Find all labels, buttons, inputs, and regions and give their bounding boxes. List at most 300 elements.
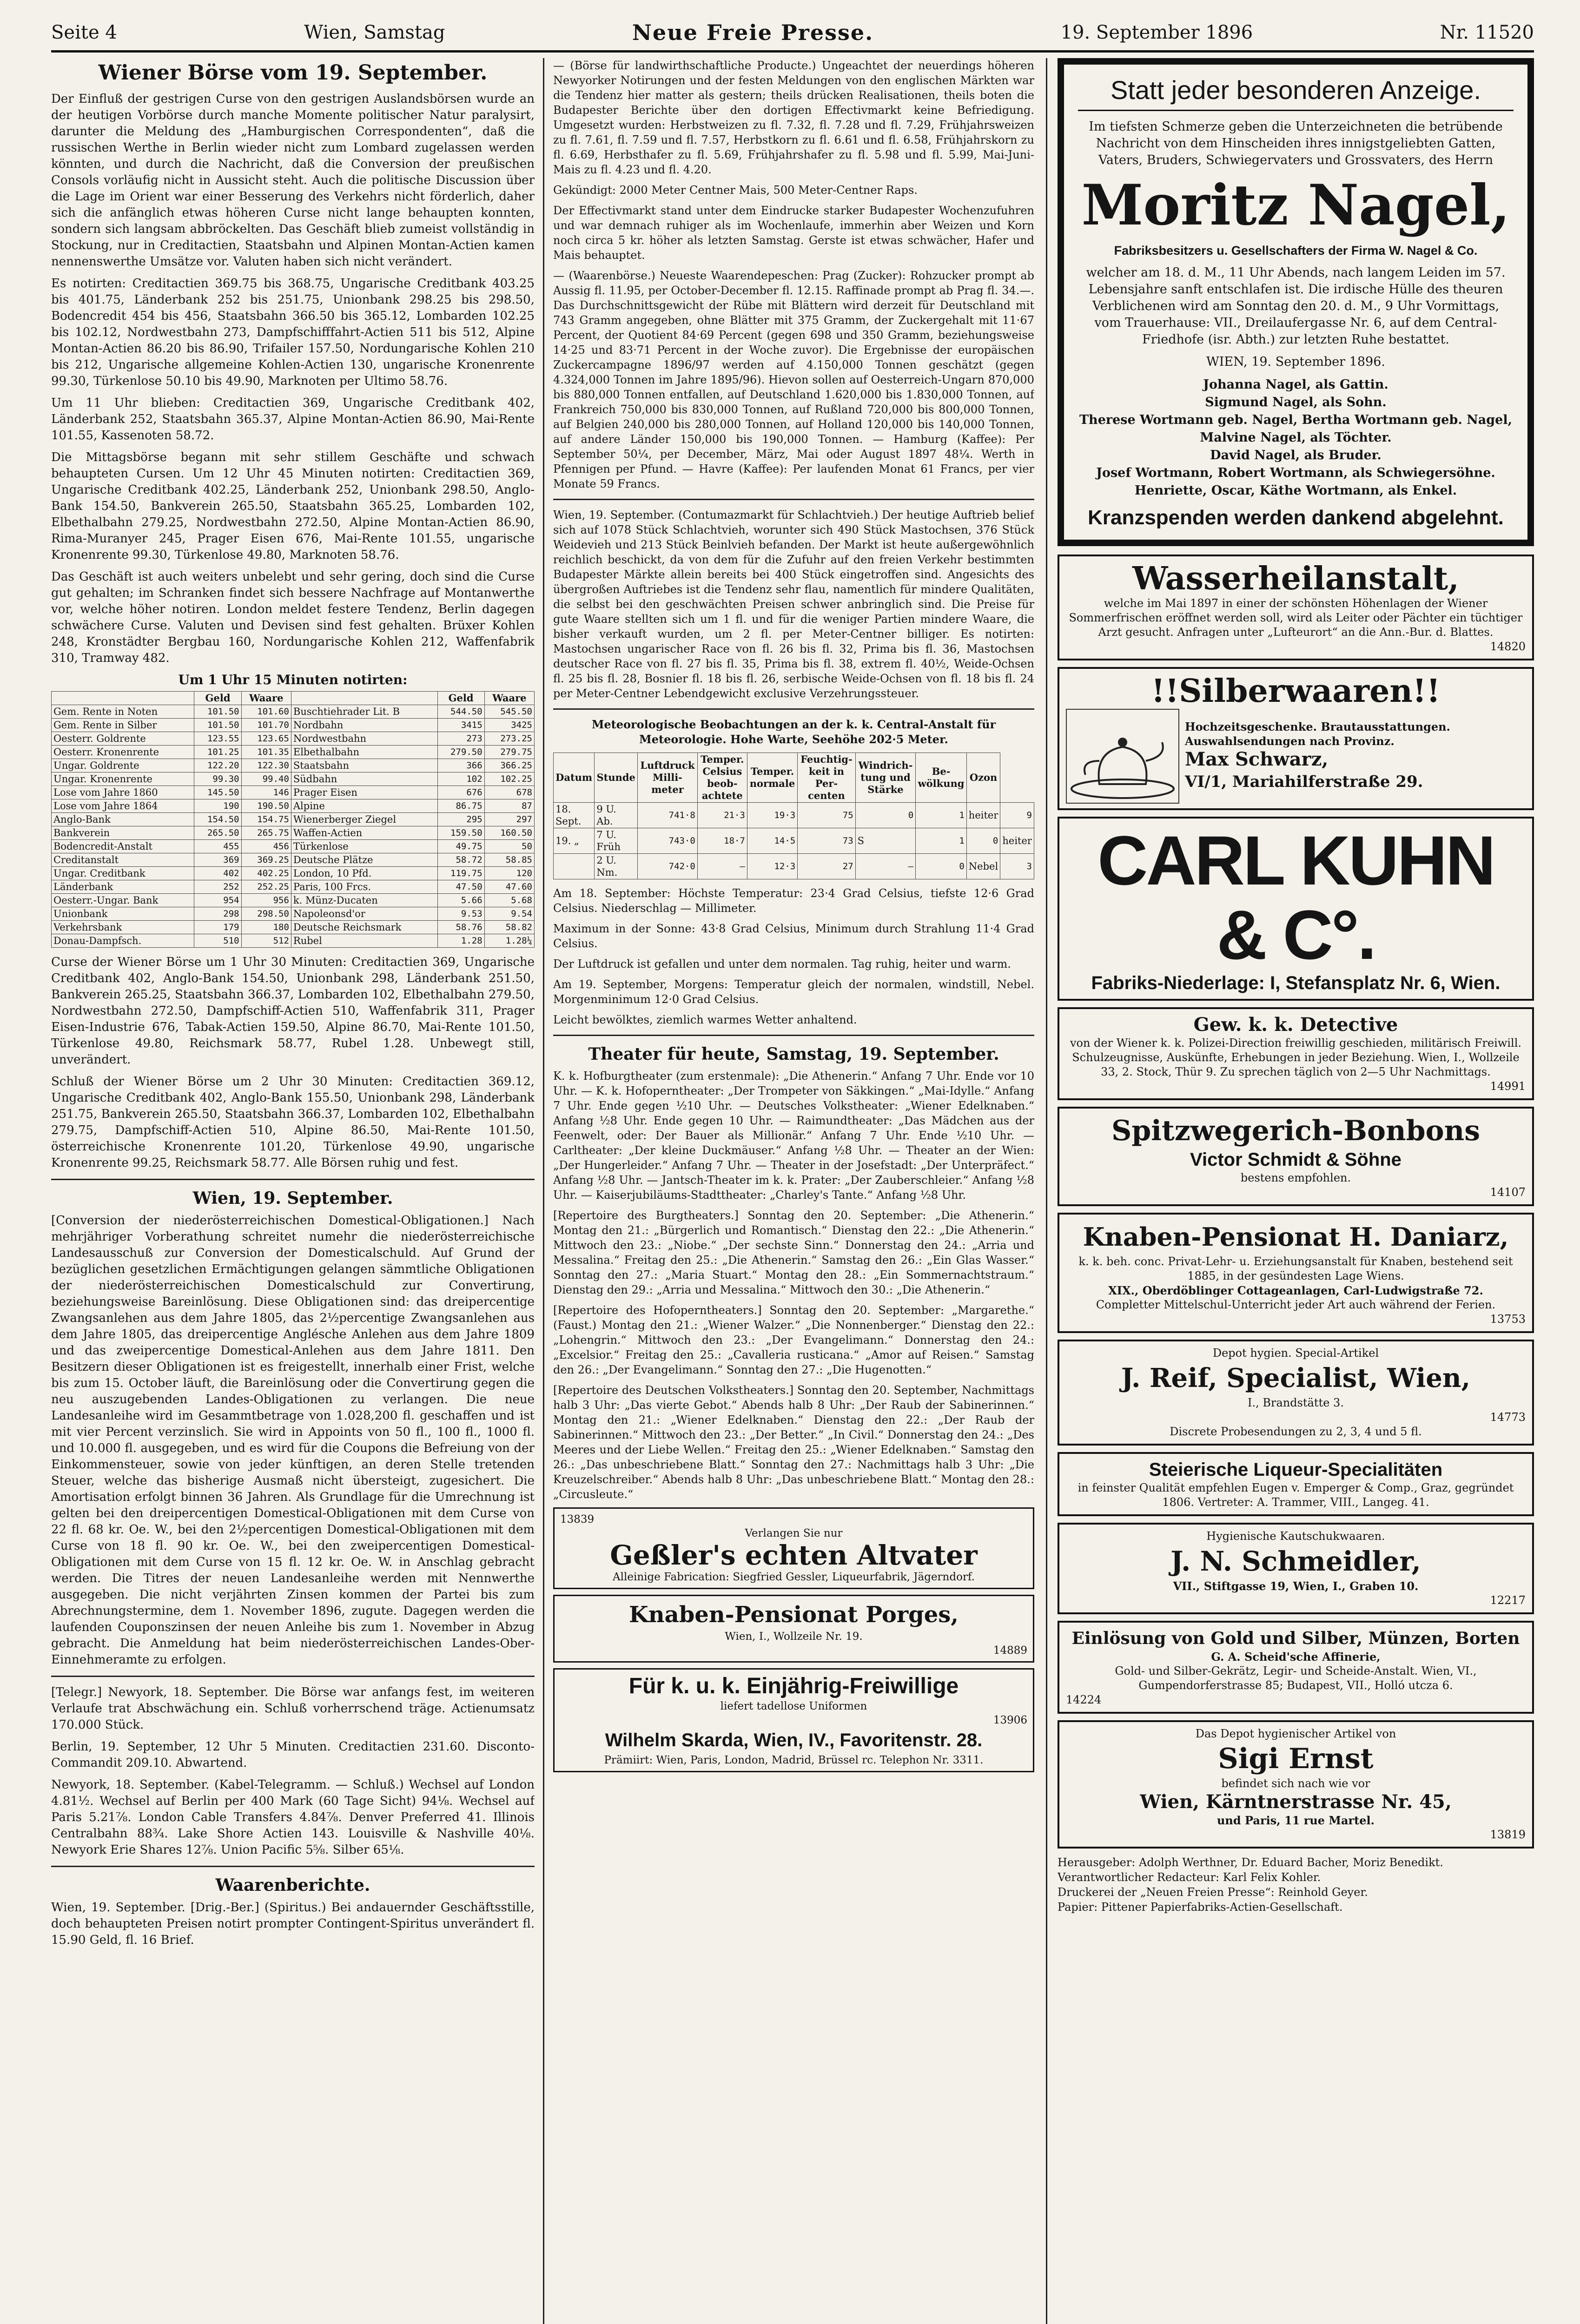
relative: Josef Wortmann, Robert Wortmann, als Schwiegersöhne. xyxy=(1096,466,1495,480)
ad-porges xyxy=(553,1595,1034,1663)
ad-brand: CARL KUHN & C°. xyxy=(1097,821,1494,974)
death-notice xyxy=(1058,58,1534,546)
paragraph: Am 19. September, Morgens: Temperatur gleich der normalen, windstill, Nebel. Morgenminimum 12·0 Grad Celsius. xyxy=(553,978,1034,1006)
table-cell: 9.53 xyxy=(437,907,484,921)
table-cell: Ungar. Goldrente xyxy=(52,759,194,772)
section-title: Waarenberichte. xyxy=(215,1875,370,1895)
ad-firm: Wilhelm Skarda, Wien, IV., Favoritenstr. 28. xyxy=(605,1730,983,1750)
table-cell: 279.50 xyxy=(437,746,484,759)
relative: David Nagel, als Bruder. xyxy=(1210,448,1382,462)
table-cell: 369 xyxy=(194,853,241,867)
ad-address: Fabriks-Niederlage: I, Stefansplatz Nr. 6, Wien. xyxy=(1091,973,1501,993)
table-cell: 676 xyxy=(437,786,484,799)
ad-number: 14773 xyxy=(1490,1411,1526,1424)
table-cell: 58.76 xyxy=(437,921,484,934)
table-cell: 5.68 xyxy=(484,894,534,907)
ad-number: 13839 xyxy=(560,1513,595,1525)
table-cell: 19·3 xyxy=(747,803,797,828)
notice-intro: Im tiefsten Schmerze geben die Unterzeichneten die betrübende Nachricht von dem Hinscheiden ihres innigstgeliebten Gatten, Vaters, Bruders, Schwiegervaters und Grossvaters, des Herrn xyxy=(1089,119,1503,167)
ad-subtext: Discrete Probesendungen zu 2, 3, 4 und 5 fl. xyxy=(1170,1425,1422,1438)
table-cell: 190 xyxy=(194,799,241,813)
table-row xyxy=(52,786,535,799)
table-cell: 252 xyxy=(194,880,241,894)
table-header-cell: Datum xyxy=(554,753,595,803)
table-row xyxy=(52,799,535,813)
table-header-cell: Luftdruck Milli-meter xyxy=(638,753,698,803)
table-cell: 27 xyxy=(798,854,855,879)
table-cell: Ungar. Creditbank xyxy=(52,867,194,880)
ad-pretext: Hygienische Kautschukwaaren. xyxy=(1206,1530,1385,1543)
table-cell: 58.82 xyxy=(484,921,534,934)
ad-firm: Victor Schmidt & Söhne xyxy=(1190,1149,1402,1170)
table-cell: 99.30 xyxy=(194,772,241,786)
paragraph: Am 18. September: Höchste Temperatur: 23·4 Grad Celsius, tiefste 12·6 Grad Celsius. Niederschlag — Millimeter. xyxy=(553,887,1034,915)
table-cell: 47.50 xyxy=(437,880,484,894)
table-cell: 402 xyxy=(194,867,241,880)
table-row xyxy=(52,813,535,826)
imprint-line: Papier: Pittener Papierfabriks-Actien-Gesellschaft. xyxy=(1058,1901,1343,1914)
table-row xyxy=(52,867,535,880)
table-cell: 49.75 xyxy=(437,840,484,853)
table-cell: heiter xyxy=(1000,828,1034,854)
table-cell: 743·0 xyxy=(638,828,698,854)
table-row xyxy=(52,934,535,948)
table-cell: 101.50 xyxy=(194,705,241,719)
ad-address: VII., Stiftgasse 19, Wien, I., Graben 10. xyxy=(1173,1579,1419,1593)
table-cell: 545.50 xyxy=(484,705,534,719)
ad-subtext: befindet sich nach wie vor xyxy=(1221,1777,1370,1790)
table-cell: 119.75 xyxy=(437,867,484,880)
table-cell: 47.60 xyxy=(484,880,534,894)
table-cell: 1.28 xyxy=(437,934,484,948)
table-cell: 252.25 xyxy=(241,880,291,894)
paragraph: Schluß der Wiener Börse um 2 Uhr 30 Minuten: Creditactien 369.12, Ungarische Creditbank 402, Anglo-Bank 155.50, Unionbank 298, Länderbank 251.75, Bankverein 265.50, Staatsbahn 366.37, Lombarden 102, Elbethalbahn 279.75, Dampfschiff-Actien 510, Alpine 86.50, Mai-Rente 101.50, österreichische Kronenrente 101.20, Türkenlose 49.90, ungarische Kronenrente 99.25, Reichsmark 58.77. Alle Börsen ruhig und fest. xyxy=(51,1075,535,1170)
ad-number: 14107 xyxy=(1490,1186,1526,1199)
table-cell: 50 xyxy=(484,840,534,853)
ad-text: Gold- und Silber-Gekrätz, Legir- und Scheide-Anstalt. Wien, VI., Gumpendorferstrasse 85; Budapest, VII., Holló utcza 6. xyxy=(1115,1664,1477,1692)
ad-spitzwegerich xyxy=(1058,1107,1534,1206)
paragraph: — (Waarenbörse.) Neueste Waarendepeschen: Prag (Zucker): Rohzucker prompt ab Aussig fl. 11.95, per October-December fl. 12.15. Raffinade prompt ab Prag fl. 34.—. Das Durchschnittsgewicht der Rübe mit Blättern wird derzeit für Deutschland mit 743 Gramm angegeben, ohne Blätter mit 375 Gramm, der Zuckergehalt mit 11·67 Percent, der Quotient 84·69 Percent (gegen 698 und 350 Gramm, beziehungsweise 14·25 und 83·71 Percent in der Woche zuvor). Die Ergebnisse der europäischen Zuckercampagne 1896/97 werden auf 4.150,000 Tonnen geschätzt (gegen 4.324,000 Tonnen im Jahre 1895/96). Hievon sollen auf Oesterreich-Ungarn 870,000 bis 880,000 Tonnen entfallen, auf Deutschland 1.620,000 bis 1.830,000 Tonnen, auf Frankreich 750,000 bis 830,000 Tonnen, auf Rußland 720,000 bis 800,000 Tonnen, auf Belgien 240,000 bis 280,000 Tonnen, auf Holland 120,000 bis 140,000 Tonnen, auf andere Länder 150,000 bis 190,000 Tonnen. — Hamburg (Kaffee): Per September 50¼, per December, März, Mai oder August 1897 48¼. Werth in Pfennigen per Pfund. — Havre (Kaffee): Per laufenden Monat 61 Francs, per vier Monate 59 Francs. xyxy=(553,269,1034,490)
table-cell: 86.75 xyxy=(437,799,484,813)
table-cell: 742·0 xyxy=(638,854,698,879)
paragraph: Gekündigt: 2000 Meter Centner Mais, 500 Meter-Centner Raps. xyxy=(553,184,918,197)
table-cell: 122.30 xyxy=(241,759,291,772)
ad-name: J. Reif, Specialist, Wien, xyxy=(1121,1363,1471,1393)
table-row xyxy=(52,746,535,759)
divider xyxy=(553,708,1034,710)
table-cell: Oesterr. Kronenrente xyxy=(52,746,194,759)
table-row xyxy=(52,705,535,719)
table-cell: 99.40 xyxy=(241,772,291,786)
table-cell: 102 xyxy=(437,772,484,786)
table-cell: 18·7 xyxy=(697,828,747,854)
table-cell: Alpine xyxy=(291,799,437,813)
table-cell: 3425 xyxy=(484,719,534,732)
table-cell: 9.54 xyxy=(484,907,534,921)
table-cell: Anglo-Bank xyxy=(52,813,194,826)
column-divider xyxy=(1046,58,1047,2324)
ad-pretext: Depot hygien. Special-Artikel xyxy=(1212,1347,1379,1360)
table-cell: Creditanstalt xyxy=(52,853,194,867)
ad-address: Wien, I., Wollzeile Nr. 19. xyxy=(725,1631,863,1643)
paragraph: [Repertoire des Deutschen Volkstheaters.] Sonntag den 20. September, Nachmittags halb 3 Uhr: „Das vierte Gebot.“ Abends halb 8 Uhr: „Der Raub der Sabinerinnen.“ Montag den 21.: „Wiener Edelknaben.“ Dienstag den 22.: „Der Raub der Sabinerinnen.“ Mittwoch den 23.: „Der Better.“ „In Civil.“ Donnerstag den 24.: „Des Meeres und der Liebe Wellen.“ Freitag den 25.: „Wiener Edelknaben.“ Samstag den 26.: „Das unbeschriebene Blatt.“ Sonntag den 27.: Nachmittags halb 3 Uhr: „Die Kreuzelschreiber.“ Abends halb 8 Uhr: „Das unbeschriebene Blatt.“ Montag den 28.: „Circusleute.“ xyxy=(553,1384,1034,1501)
table-row xyxy=(554,854,1034,879)
table-cell: 120 xyxy=(484,867,534,880)
relative: Therese Wortmann geb. Nagel, Bertha Wortmann geb. Nagel, Malvine Nagel, als Töchter. xyxy=(1079,413,1513,445)
table-cell: 273 xyxy=(437,732,484,746)
table-cell: S xyxy=(855,828,916,854)
table-cell: 9 U. Ab. xyxy=(595,803,638,828)
ad-title: Spitzwegerich-Bonbons xyxy=(1111,1115,1480,1147)
paragraph: Curse der Wiener Börse um 1 Uhr 30 Minuten: Creditactien 369, Ungarische Creditbank 402, Anglo-Bank 154.50, Unionbank 298, Länderbank 251.50, Bankverein 265.25, Staatsbahn 366.37, Lombarden 102, Elbethalbahn 279.50, Nordwestbahn 272.50, Dampfschiff-Actien 510, Waffenfabrik 311, Prager Eisen-Industrie 676, Tabak-Actien 159.50, Alpine 86.70, Mai-Rente 101.50, Türkenlose 49.80, Reichsmark 58.77, Rubel 1.28. Unbewegt still, unverändert. xyxy=(51,955,535,1067)
table-cell: Bodencredit-Anstalt xyxy=(52,840,194,853)
table-cell: Gem. Rente in Silber xyxy=(52,719,194,732)
ad-liqueur xyxy=(1058,1452,1534,1516)
divider xyxy=(51,1179,535,1180)
paragraph: Wien, 19. September. [Drig.-Ber.] (Spiritus.) Bei andauernder Geschäftsstille, doch behaupteten Preisen notirt prompter Contingent-Spiritus unverändert fl. 15.90 Geld, fl. 16 Brief. xyxy=(51,1901,535,1947)
imprint-line: Herausgeber: Adolph Werthner, Dr. Eduard Bacher, Moriz Benedikt. xyxy=(1058,1856,1443,1869)
table-header-cell: Geld xyxy=(194,692,241,705)
table-cell: 75 xyxy=(798,803,855,828)
deceased-name: Moritz Nagel, xyxy=(1081,172,1510,238)
table-cell: Elbethalbahn xyxy=(291,746,437,759)
table-cell: 9 xyxy=(1000,803,1034,828)
ad-title: Einlösung von Gold und Silber, Münzen, Borten xyxy=(1071,1629,1520,1648)
weather-title: Meteorologische Beobachtungen an der k. k. Central-Anstalt für Meteorologie. Hohe Warte, Seehöhe 202·5 Meter. xyxy=(591,718,996,746)
weather-table xyxy=(553,753,1034,879)
column-divider xyxy=(543,58,544,2324)
table-header-cell: Waare xyxy=(484,692,534,705)
table-cell: Verkehrsbank xyxy=(52,921,194,934)
table-cell: Türkenlose xyxy=(291,840,437,853)
paragraph: [Repertoire des Hofoperntheaters.] Sonntag den 20. September: „Margarethe.“ (Faust.) Montag den 21.: „Wiener Walzer.“ „Die Nonnenberger.“ Dienstag den 22.: „Lohengrin.“ Mittwoch den 23.: „Der Evangelimann.“ Donnerstag den 24.: „Excelsior.“ Freitag den 25.: „Cavalleria rusticana.“ „Amor auf Reisen.“ Samstag den 26.: „Der Evangelimann.“ Sonntag den 27.: „Die Hugenotten.“ xyxy=(553,1304,1034,1376)
table-cell: 101.25 xyxy=(194,746,241,759)
ad-firm: Max Schwarz, xyxy=(1185,748,1329,770)
table-cell: — xyxy=(855,854,916,879)
paragraph: — (Börse für landwirthschaftliche Producte.) Ungeachtet der neuerdings höheren Newyorker Notirungen und der festen Meldungen von den englischen Märkten war die Tendenz hier matter als gestern; theils drücken Realisationen, theils boten die Budapester Berichte über den dortigen Effectivmarkt keine Befriedigung. Umgesetzt wurden: Herbstweizen zu fl. 7.32, fl. 7.28 und fl. 7.29, Frühjahrsweizen zu fl. 7.61, fl. 7.59 und fl. 7.57, Herbstkorn zu fl. 6.61 und fl. 6.58, Frühjahrskorn zu fl. 6.69, Herbsthafer zu fl. 5.69, Frühjahrshafer zu fl. 5.98 und fl. 5.99, Mai-Juni-Mais zu fl. 4.23 und fl. 4.20. xyxy=(553,59,1034,176)
paragraph: Berlin, 19. September, 12 Uhr 5 Minuten. Creditactien 231.60. Disconto-Commandit 209.10. Abwartend. xyxy=(51,1740,535,1770)
ad-footer: Prämiirt: Wien, Paris, London, Madrid, Brüssel rc. Telephon Nr. 3311. xyxy=(604,1754,984,1766)
table-cell: 456 xyxy=(241,840,291,853)
table-cell: 741·8 xyxy=(638,803,698,828)
table-cell: 0 xyxy=(966,828,1000,854)
table-cell: 0 xyxy=(855,803,916,828)
article-title: Wiener Börse vom 19. September. xyxy=(98,61,488,85)
table-cell: 87 xyxy=(484,799,534,813)
table-cell: 7 U. Früh xyxy=(595,828,638,854)
ad-subtext: bestens empfohlen. xyxy=(1240,1171,1351,1184)
table-cell: 678 xyxy=(484,786,534,799)
ad-number: 13819 xyxy=(1490,1828,1526,1841)
table-cell: 102.25 xyxy=(484,772,534,786)
page-number: Seite 4 xyxy=(51,22,117,43)
ad-number: 14991 xyxy=(1490,1080,1526,1093)
table-cell: Donau-Dampfsch. xyxy=(52,934,194,948)
relative: Henriette, Oscar, Käthe Wortmann, als Enkel. xyxy=(1134,483,1457,498)
table-row xyxy=(52,921,535,934)
table-row xyxy=(52,759,535,772)
relative: Sigmund Nagel, als Sohn. xyxy=(1205,395,1387,409)
table-cell: 146 xyxy=(241,786,291,799)
ad-number: 13906 xyxy=(993,1714,1027,1726)
table-cell: 298 xyxy=(194,907,241,921)
imprint-line: Verantwortlicher Redacteur: Karl Felix Kohler. xyxy=(1058,1871,1321,1884)
table-cell: 123.55 xyxy=(194,732,241,746)
table-cell: Deutsche Reichsmark xyxy=(291,921,437,934)
divider xyxy=(51,1676,535,1677)
table-cell: Wienerberger Ziegel xyxy=(291,813,437,826)
wreath-note: Kranzspenden werden dankend abgelehnt. xyxy=(1088,506,1504,529)
table-cell: 3 xyxy=(1000,854,1034,879)
table-cell: 0 xyxy=(916,854,967,879)
table-cell: 122.20 xyxy=(194,759,241,772)
table-row xyxy=(52,719,535,732)
ad-footer: Completter Mittelschul-Unterricht jeder Art auch während der Ferien. xyxy=(1096,1298,1496,1311)
imprint-line: Druckerei der „Neuen Freien Presse“: Reinhold Geyer. xyxy=(1058,1886,1368,1899)
notice-heading: Statt jeder besonderen Anzeige. xyxy=(1078,75,1514,111)
paragraph: Der Einfluß der gestrigen Curse von den gestrigen Auslandsbörsen wurde an der heutigen Vorbörse durch manche Momente politischer Natur paralysirt, darunter die Meldung des „Hamburgischen Correspondenten“, daß die russischen Werthe in Berlin wieder nicht zum Lombard zugelassen werden könnten, und durch die Nachricht, daß die Conversion der preußischen Consols vorläufig nicht in Aussicht steht. Auch die politische Discussion über die Lage im Orient war einer Besserung des Verkehrs nicht förderlich, daher sich die anfänglich etwas höheren Curse nicht lange behaupten konnten, sondern sich langsam abbröckelten. Das Geschäft blieb zumeist vollständig in Stockung, nur in Creditactien, Staatsbahn und Alpinen Montan-Actien kamen nennenswerthe Umsätze vor. Valuten haben sich nicht verändert. xyxy=(51,92,535,269)
divider xyxy=(51,1866,535,1867)
notice-text: welcher am 18. d. M., 11 Uhr Abends, nach langem Leiden im 57. Lebensjahre sanft entschlafen ist. Die irdische Hülle des theuren Verblichenen wird am Sonntag den 20. d. M., 9 Uhr Vormittags, vom Trauerhause: VII., Dreilaufergasse Nr. 6, auf dem Central-Friedhofe (isr. Abth.) zur letzten Ruhe bestattet. xyxy=(1086,265,1506,347)
ad-subtext: Alleinige Fabrication: Siegfried Gessler, Liqueurfabrik, Jägerndorf. xyxy=(613,1571,975,1583)
table-cell: 954 xyxy=(194,894,241,907)
table-cell: 73 xyxy=(798,828,855,854)
table-cell: Nordbahn xyxy=(291,719,437,732)
table-cell: k. Münz-Ducaten xyxy=(291,894,437,907)
table-cell: heiter xyxy=(966,803,1000,828)
table-row xyxy=(52,907,535,921)
ad-wasserheilanstalt xyxy=(1058,555,1534,660)
table-title: Um 1 Uhr 15 Minuten notirten: xyxy=(178,672,408,687)
table-cell: 295 xyxy=(437,813,484,826)
table-row xyxy=(52,732,535,746)
ad-pretext: Das Depot hygienischer Artikel von xyxy=(1195,1727,1396,1740)
table-cell: Napoleonsd'or xyxy=(291,907,437,921)
header-place: Wien, Samstag xyxy=(304,22,445,43)
column-markets xyxy=(553,58,1034,2324)
paragraph: [Conversion der niederösterreichischen Domestical-Obligationen.] Nach mehrjähriger Vorberathung schreitet numehr die niederösterreichische Landesausschuß zur Conversion der Domesticalschuld. Auf Grund der bezüglichen gesetzlichen Ermächtigungen gelangen sämmtliche Obligationen der niederösterreichischen Domesticalschuld zur Convertirung, beziehungsweise Bareinlösung. Diese Obligationen sind: das dreipercentige Zwangsanlehen aus dem Jahre 1805, das 2½percentige Zwangsanlehen aus dem Jahre 1805, das dreipercentige Anglésche Anlehen aus dem Jahre 1809 und das zweipercentige Domestical-Anlehen aus dem Jahre 1811. Den Besitzern dieser Obligationen ist es freigestellt, innerhalb einer Frist, welche bis zum 15. October läuft, die Bareinlösung oder die Convertirung gegen die neu auszugebenden Landes-Obligationen zu verlangen. Die neue Landesanleihe wird im Gesammtbetrage von 1.028,200 fl. geschaffen und ist mit vier Percent verzinslich. Sie wird in Appoints von 50 fl., 100 fl., 1000 fl. und 10.000 fl. ausgegeben, und es wird für die Coupons die Befreiung von der Einkommensteuer, sowie von jeder künftigen, an deren Stelle tretenden Steuer, welche das bisherige Ausmaß nicht übersteigt, zugesichert. Die Amortisation erfolgt binnen 36 Jahren. Als Grundlage für die Umrechnung ist gelten bei den dreipercentigen Domestical-Obligationen mit dem Curse von 22 fl. 68 kr. Oe. W., bei den 2½percentigen Domestical-Obligationen mit dem Curse von 18 fl. 90 kr. Oe. W., bei den zweipercentigen Domestical-Obligationen mit dem Curse von 15 fl. 12 kr. Oe. W. in Anschlag gebracht werden. Die Titres der neuen Landesanleihe werden mit Nennwerthe ausgegeben. Die nicht verjährten Zinsen kommen der Partei bis zum Abrechnungstermine, dem 1. November 1896, zugute. Dagegen werden die laufenden Couponszinsen der neuen Anleihe bis zum 1. November in Abzug gebracht. Die Anmeldung hat beim niederösterreichischen Landes-Ober-Einnehmeramte zu erfolgen. xyxy=(51,1214,535,1667)
divider xyxy=(553,1035,1034,1036)
table-header-cell: Feuchtig-keit in Per-centen xyxy=(798,753,855,803)
paragraph: Es notirten: Creditactien 369.75 bis 368.75, Ungarische Creditbank 403.25 bis 401.75, Länderbank 252 bis 251.75, Unionbank 298.25 bis 298.50, Bodencredit 454 bis 456, Staatsbahn 366.50 bis 365.12, Lombarden 102.25 bis 102.12, Nordwestbahn 273, Dampfschifffahrt-Actien 511 bis 512, Alpine Montan-Actien 86.20 bis 86.90, Trifailer 157.50, Nordungarische Kohlen 210 bis 212, Ungarische allgemeine Kohlen-Actien 130, ungarische Kronenrente 99.30, Türkenlose 50.10 bis 49.90, Marknoten per Ultimo 58.76. xyxy=(51,277,535,388)
table-cell: 5.66 xyxy=(437,894,484,907)
ad-skarda xyxy=(553,1668,1034,1772)
table-header-cell: Stunde xyxy=(595,753,638,803)
table-cell: 12·3 xyxy=(747,854,797,879)
ad-scheid xyxy=(1058,1621,1534,1714)
ad-schmeidler xyxy=(1058,1523,1534,1614)
table-header-cell: Ozon xyxy=(966,753,1000,803)
table-cell: 369.25 xyxy=(241,853,291,867)
paragraph: Um 11 Uhr blieben: Creditactien 369, Ungarische Creditbank 402, Länderbank 252, Staatsbahn 365.37, Alpine Montan-Actien 86.90, Mai-Rente 101.55, Kassenoten 58.72. xyxy=(51,396,535,442)
table-cell: Gem. Rente in Noten xyxy=(52,705,194,719)
ad-text: in feinster Qualität empfehlen Eugen v. Emperger & Comp., Graz, gegründet 1806. Vertreter: A. Trammer, VIII., Langeg. 41. xyxy=(1078,1481,1514,1509)
table-cell: 298.50 xyxy=(241,907,291,921)
paragraph: Das Geschäft ist auch weiters unbelebt und sehr gering, doch sind die Curse gut gehalten; im Schranken findet sich bessere Nachfrage auf Montanwerthe vor, welche höher notiren. London meldet festere Tendenz, Berlin dagegen schwächere Curse. Valuten und Devisen sind fest gehalten. Brüxer Kohlen 248, Kronstädter Bergbau 160, Nordungarische Kohlen 212, Waffenfabrik 310, Tramway 482. xyxy=(51,570,535,665)
ad-title: !!Silberwaaren!! xyxy=(1151,673,1441,710)
paragraph: Der Luftdruck ist gefallen und unter dem normalen. Tag ruhig, heiter und warm. xyxy=(553,957,1011,971)
table-cell: 154.75 xyxy=(241,813,291,826)
paragraph: Wien, 19. September. (Contumazmarkt für Schlachtvieh.) Der heutige Auftrieb belief sich auf 1078 Stück Schlachtvieh, worunter sich 490 Stück Mastochsen, 376 Stück Weidevieh und 213 Stück Beinlvieh befanden. Der Markt ist heute außergewöhnlich reichlich beschickt, da von dem für die Zufuhr auf den freien Verkehr bestimmten Budapester Märkte allein bereits bei 400 Stück eingetroffen sind. Angesichts des übergroßen Auftriebes ist die Tendenz sehr flau, namentlich für mindere Qualitäten, die selbst bei den geschwächten Preisen schwer anbringlich sind. Die Preise für gute Waare stellten sich um 1 fl. und für die weniger Partien mindere Waare, die bisher verkauft wurden, um 2 fl. per Meter-Centner billiger. Es notirten: Mastochsen ungarischer Race von fl. 26 bis fl. 32, Prima bis fl. 36, Mastochsen deutscher Race von fl. 27 bis fl. 35, Prima bis fl. 38, extrem fl. 40½, Weide-Ochsen fl. 25 bis fl. 28, Bosnier fl. 18 bis fl. 26, serbische Weide-Ochsen von fl. 18 bis fl. 24 per Meter-Centner Lebendgewicht exclusive Verzehrungssteuer. xyxy=(553,508,1034,700)
ad-address-paris: und Paris, 11 rue Martel. xyxy=(1216,1814,1375,1827)
ad-sigi-ernst xyxy=(1058,1720,1534,1849)
table-cell: Lose vom Jahre 1864 xyxy=(52,799,194,813)
ad-title: Steierische Liqueur-Specialitäten xyxy=(1149,1459,1443,1480)
column-advertisements xyxy=(1058,58,1534,2324)
ad-name: J. N. Schmeidler, xyxy=(1170,1545,1421,1577)
table-cell: 159.50 xyxy=(437,826,484,840)
table-row xyxy=(554,803,1034,828)
table-cell: 101.50 xyxy=(194,719,241,732)
ad-number: 13753 xyxy=(1490,1313,1526,1326)
teapot-illustration-icon xyxy=(1066,709,1179,804)
table-cell: 160.50 xyxy=(484,826,534,840)
deceased-title: Fabriksbesitzers u. Gesellschafters der Firma W. Nagel & Co. xyxy=(1114,244,1478,257)
ad-text: k. k. beh. conc. Privat-Lehr- u. Erziehungsanstalt für Knaben, bestehend seit 1885, in der gesündesten Lage Wiens. xyxy=(1078,1255,1513,1282)
table-cell: 18. Sept. xyxy=(554,803,595,828)
table-cell: 19. „ xyxy=(554,828,595,854)
table-cell: 180 xyxy=(241,921,291,934)
table-cell: Ungar. Kronenrente xyxy=(52,772,194,786)
table-cell: — xyxy=(697,854,747,879)
table-cell: 3415 xyxy=(437,719,484,732)
table-cell: Buschtiehrader Lit. B xyxy=(291,705,437,719)
table-cell: 190.50 xyxy=(241,799,291,813)
section-title: Wien, 19. September. xyxy=(192,1188,393,1208)
table-cell: Paris, 100 Frcs. xyxy=(291,880,437,894)
table-header-cell xyxy=(291,692,437,705)
column-stock-exchange xyxy=(51,58,535,2324)
table-cell: 265.50 xyxy=(194,826,241,840)
header-date: 19. September 1896 xyxy=(1060,22,1253,43)
ad-name: Für k. u. k. Einjährig-Freiwillige xyxy=(628,1674,959,1698)
table-cell: Oesterr. Goldrente xyxy=(52,732,194,746)
paragraph: [Telegr.] Newyork, 18. September. Die Börse war anfangs fest, im weiteren Verlaufe trat Abschwächung ein. Schluß vorherrschend träge. Actienumsatz 170.000 Stück. xyxy=(51,1685,535,1732)
issue-number: Nr. 11520 xyxy=(1440,22,1534,43)
ad-number: 14820 xyxy=(1490,640,1526,653)
table-cell: Unionbank xyxy=(52,907,194,921)
ad-detective xyxy=(1058,1007,1534,1100)
table-row xyxy=(52,880,535,894)
table-cell: 366 xyxy=(437,759,484,772)
paragraph: Die Mittagsbörse begann mit sehr stillem Geschäfte und schwach behaupteten Cursen. Um 12 Uhr 45 Minuten notirten: Creditactien 369, Ungarische Creditbank 402.25, Länderbank 252, Unionbank 298.50, Anglo-Bank 154.50, Bankverein 265.50, Staatsbahn 365.25, Lombarden 102, Elbethalbahn 279.25, Nordwestbahn 272.50, Alpine Montan-Actien 86.90, Rima-Muranyer 245, Prager Eisen 676, Mai-Rente 101.55, ungarische Kronenrente 99.30, Türkenlose 49.80, Marknoten 58.76. xyxy=(51,450,535,562)
table-row xyxy=(52,826,535,840)
paragraph: Maximum in der Sonne: 43·8 Grad Celsius, Minimum durch Strahlung 11·4 Grad Celsius. xyxy=(553,922,1034,950)
table-cell: 123.65 xyxy=(241,732,291,746)
page-header xyxy=(51,19,1534,53)
table-cell: Nordwestbahn xyxy=(291,732,437,746)
table-header-cell: Waare xyxy=(241,692,291,705)
table-cell: 273.25 xyxy=(484,732,534,746)
table-cell: Rubel xyxy=(291,934,437,948)
ad-silberwaaren xyxy=(1058,667,1534,810)
table-cell: 402.25 xyxy=(241,867,291,880)
paragraph: [Repertoire des Burgtheaters.] Sonntag den 20. September: „Die Athenerin.“ Montag den 21.: „Bürgerlich und Romantisch.“ Dienstag den 22.: „Die Athenerin.“ Mittwoch den 23.: „Niobe.“ „Der sechste Sinn.“ Donnerstag den 24.: „Arria und Messalina.“ Freitag den 25.: „Die Athenerin.“ Samstag den 26.: „Ein Glas Wasser.“ Sonntag den 27.: „Maria Stuart.“ Montag den 28.: „Ein Sommernachtstraum.“ Dienstag den 29.: „Arria und Messalina.“ Mittwoch den 30.: „Die Athenerin.“ xyxy=(553,1209,1034,1296)
table-cell: 154.50 xyxy=(194,813,241,826)
table-cell: Deutsche Plätze xyxy=(291,853,437,867)
table-row xyxy=(52,772,535,786)
paragraph: Newyork, 18. September. (Kabel-Telegramm. — Schluß.) Wechsel auf London 4.81½. Wechsel auf Berlin per 400 Mark (60 Tage Sicht) 94⅛. Wechsel auf Paris 5.21⅞. London Cable Transfers 4.84⅞. Denver Preferred 41. Illinois Centralbahn 88¾. Lake Shore Actien 143. Louisville & Nashville 40⅛. Newyork Erie Shares 12⅞. Union Pacific 5⅝. Silber 65⅛. xyxy=(51,1778,535,1857)
quotes-table xyxy=(51,691,535,948)
ad-pretext: Verlangen Sie nur xyxy=(745,1527,843,1539)
table-cell: 297 xyxy=(484,813,534,826)
table-cell: London, 10 Pfd. xyxy=(291,867,437,880)
table-cell: 58.72 xyxy=(437,853,484,867)
table-cell: 512 xyxy=(241,934,291,948)
table-cell: 14·5 xyxy=(747,828,797,854)
table-cell: 101.70 xyxy=(241,719,291,732)
table-cell: Oesterr.-Ungar. Bank xyxy=(52,894,194,907)
table-cell: 179 xyxy=(194,921,241,934)
ad-name: Geßler's echten Altvater xyxy=(610,1539,978,1571)
ad-address: Wien, Kärntnerstrasse Nr. 45, xyxy=(1140,1791,1452,1813)
relative: Johanna Nagel, als Gattin. xyxy=(1203,377,1388,392)
table-cell: Prager Eisen xyxy=(291,786,437,799)
divider xyxy=(553,499,1034,500)
table-cell: Nebel xyxy=(966,854,1000,879)
ad-text: welche im Mai 1897 in einer der schönsten Höhenlagen der Wiener Sommerfrischen eröffnet werden soll, wird als Leiter oder Pächter ein tüchtiger Arzt gesucht. Anfragen unter „Lufteurort“ an die Ann.-Bur. d. Blattes. xyxy=(1069,597,1523,639)
ad-title: Wasserheilanstalt, xyxy=(1132,560,1459,597)
table-cell: 2 U. Nm. xyxy=(595,854,638,879)
table-header-cell: Temper. Celsius beob-achtete xyxy=(697,753,747,803)
table-cell: 510 xyxy=(194,934,241,948)
ad-number: 14889 xyxy=(993,1644,1027,1657)
table-cell: Lose vom Jahre 1860 xyxy=(52,786,194,799)
table-cell: 455 xyxy=(194,840,241,853)
paragraph: Leicht bewölktes, ziemlich warmes Wetter anhaltend. xyxy=(553,1013,857,1026)
masthead: Neue Freie Presse. xyxy=(632,20,874,45)
ad-title: Knaben-Pensionat H. Daniarz, xyxy=(1083,1222,1509,1252)
table-cell: Südbahn xyxy=(291,772,437,786)
table-cell: 1.28¼ xyxy=(484,934,534,948)
table-cell: 101.35 xyxy=(241,746,291,759)
table-cell: 21·3 xyxy=(697,803,747,828)
notice-date: WIEN, 19. September 1896. xyxy=(1206,355,1385,369)
ad-daniarz xyxy=(1058,1213,1534,1333)
table-cell: Bankverein xyxy=(52,826,194,840)
ad-carl-kuhn xyxy=(1058,817,1534,1001)
table-cell: 1 xyxy=(916,828,967,854)
table-header-cell: Be-wölkung xyxy=(916,753,967,803)
ad-address: I., Brandstätte 3. xyxy=(1248,1396,1344,1409)
table-header-cell: Windrich-tung und Stärke xyxy=(855,753,916,803)
ad-address: VI/1, Mariahilferstraße 29. xyxy=(1185,772,1423,791)
table-cell: Waffen-Actien xyxy=(291,826,437,840)
ad-text: von der Wiener k. k. Polizei-Direction freiwillig geschieden, militärisch Freiwill. Schulzeugnisse, Auskünfte, Erhebungen in jeder Beziehung. Wien, I., Wollzeile 33, 2. Stock, Thür 9. Zu sprechen täglich von 2—5 Uhr Nachmittags. xyxy=(1070,1037,1522,1078)
table-row xyxy=(52,840,535,853)
ad-subtext: liefert tadellose Uniformen xyxy=(720,1700,867,1712)
table-cell: 265.75 xyxy=(241,826,291,840)
table-cell: 956 xyxy=(241,894,291,907)
table-cell: Länderbank xyxy=(52,880,194,894)
ad-address: XIX., Oberdöblinger Cottageanlagen, Carl-Ludwigstraße 72. xyxy=(1108,1284,1483,1297)
table-header-cell: Geld xyxy=(437,692,484,705)
ad-reif xyxy=(1058,1340,1534,1446)
table-cell: 544.50 xyxy=(437,705,484,719)
ad-title: Gew. k. k. Detective xyxy=(1193,1014,1398,1036)
table-cell: 366.25 xyxy=(484,759,534,772)
table-row xyxy=(52,894,535,907)
table-cell: 145.50 xyxy=(194,786,241,799)
paragraph: Der Effectivmarkt stand unter dem Eindrucke starker Budapester Wochenzufuhren und war demnach ruhiger als im Wochenlaufe, immerhin aber Weizen und Korn noch circa 5 kr. höher als letzten Samstag. Gerste ist etwas schwächer, Hafer und Mais behauptet. xyxy=(553,204,1034,262)
table-cell: 279.75 xyxy=(484,746,534,759)
table-cell: 1 xyxy=(916,803,967,828)
table-cell: Staatsbahn xyxy=(291,759,437,772)
table-cell: 101.60 xyxy=(241,705,291,719)
ad-firm: G. A. Scheid'sche Affinerie, xyxy=(1211,1650,1381,1664)
table-header-cell xyxy=(52,692,194,705)
table-row xyxy=(554,828,1034,854)
